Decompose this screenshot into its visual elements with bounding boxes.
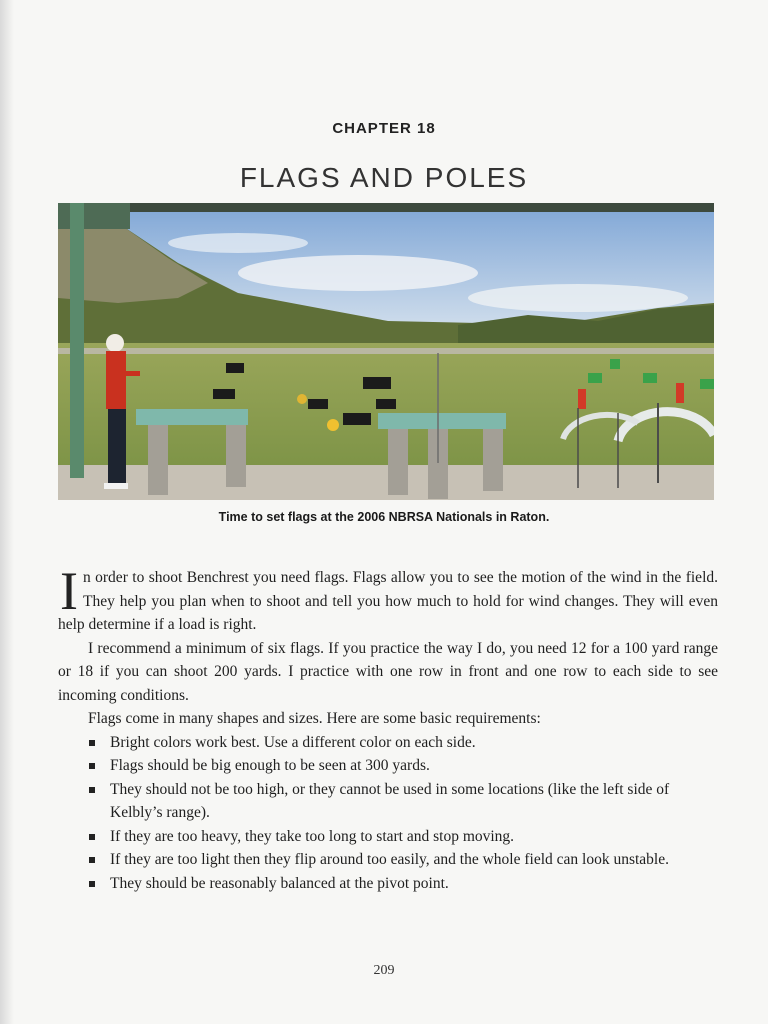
list-item — [110, 754, 718, 778]
intro-text: n order to shoot Benchrest you need flags. Flags allow you to see the motion of the wind in the field. They help you plan when to shoot and tell you how much to hold for wind changes. They will even help determine if a load is right. — [58, 569, 718, 633]
bullet-icon — [89, 763, 95, 769]
paragraph-2: I recommend a minimum of six flags. If you practice the way I do, you need 12 for a 100 yard range or 18 if you can shoot 200 yards. I practice with one row in front and one row to each side to see incoming conditions. — [58, 639, 718, 704]
list-item — [110, 731, 718, 755]
bullet-icon — [89, 834, 95, 840]
chapter-title: FLAGS AND POLES — [239, 161, 529, 193]
body-text — [58, 561, 718, 895]
bullet-icon — [89, 787, 95, 793]
bullet-icon — [89, 740, 95, 746]
drop-cap: I — [60, 561, 78, 621]
bullet-icon — [89, 857, 95, 863]
page-number: 209 — [373, 963, 395, 978]
list-item — [110, 825, 718, 849]
paragraph-3: Flags come in many shapes and sizes. Here are some basic requirements: — [88, 710, 541, 727]
list-item-text: They should be reasonably balanced at the pivot point. — [110, 874, 449, 892]
list-item-text: If they are too light then they flip around too easily, and the whole field can look unstable. — [110, 851, 669, 868]
chapter-label: CHAPTER 18 — [332, 120, 436, 137]
list-item-text: Bright colors work best. Use a different color on each side. — [110, 733, 476, 751]
bullet-icon — [89, 881, 95, 887]
list-item — [110, 872, 718, 896]
list-item-text: Flags should be big enough to be seen at 300 yards. — [110, 757, 430, 774]
list-item-text: They should not be too high, or they cannot be used in some locations (like the left side of Kelbly’s range). — [110, 780, 670, 821]
photo-caption: Time to set flags at the 2006 NBRSA Nationals in Raton. — [218, 510, 550, 524]
list-item — [110, 778, 718, 825]
intro-paragraph — [58, 561, 718, 637]
list-item — [110, 848, 718, 872]
list-item-text: If they are too heavy, they take too long to start and stop moving. — [110, 827, 515, 845]
requirements-list — [58, 731, 718, 896]
range-photo — [58, 203, 714, 500]
